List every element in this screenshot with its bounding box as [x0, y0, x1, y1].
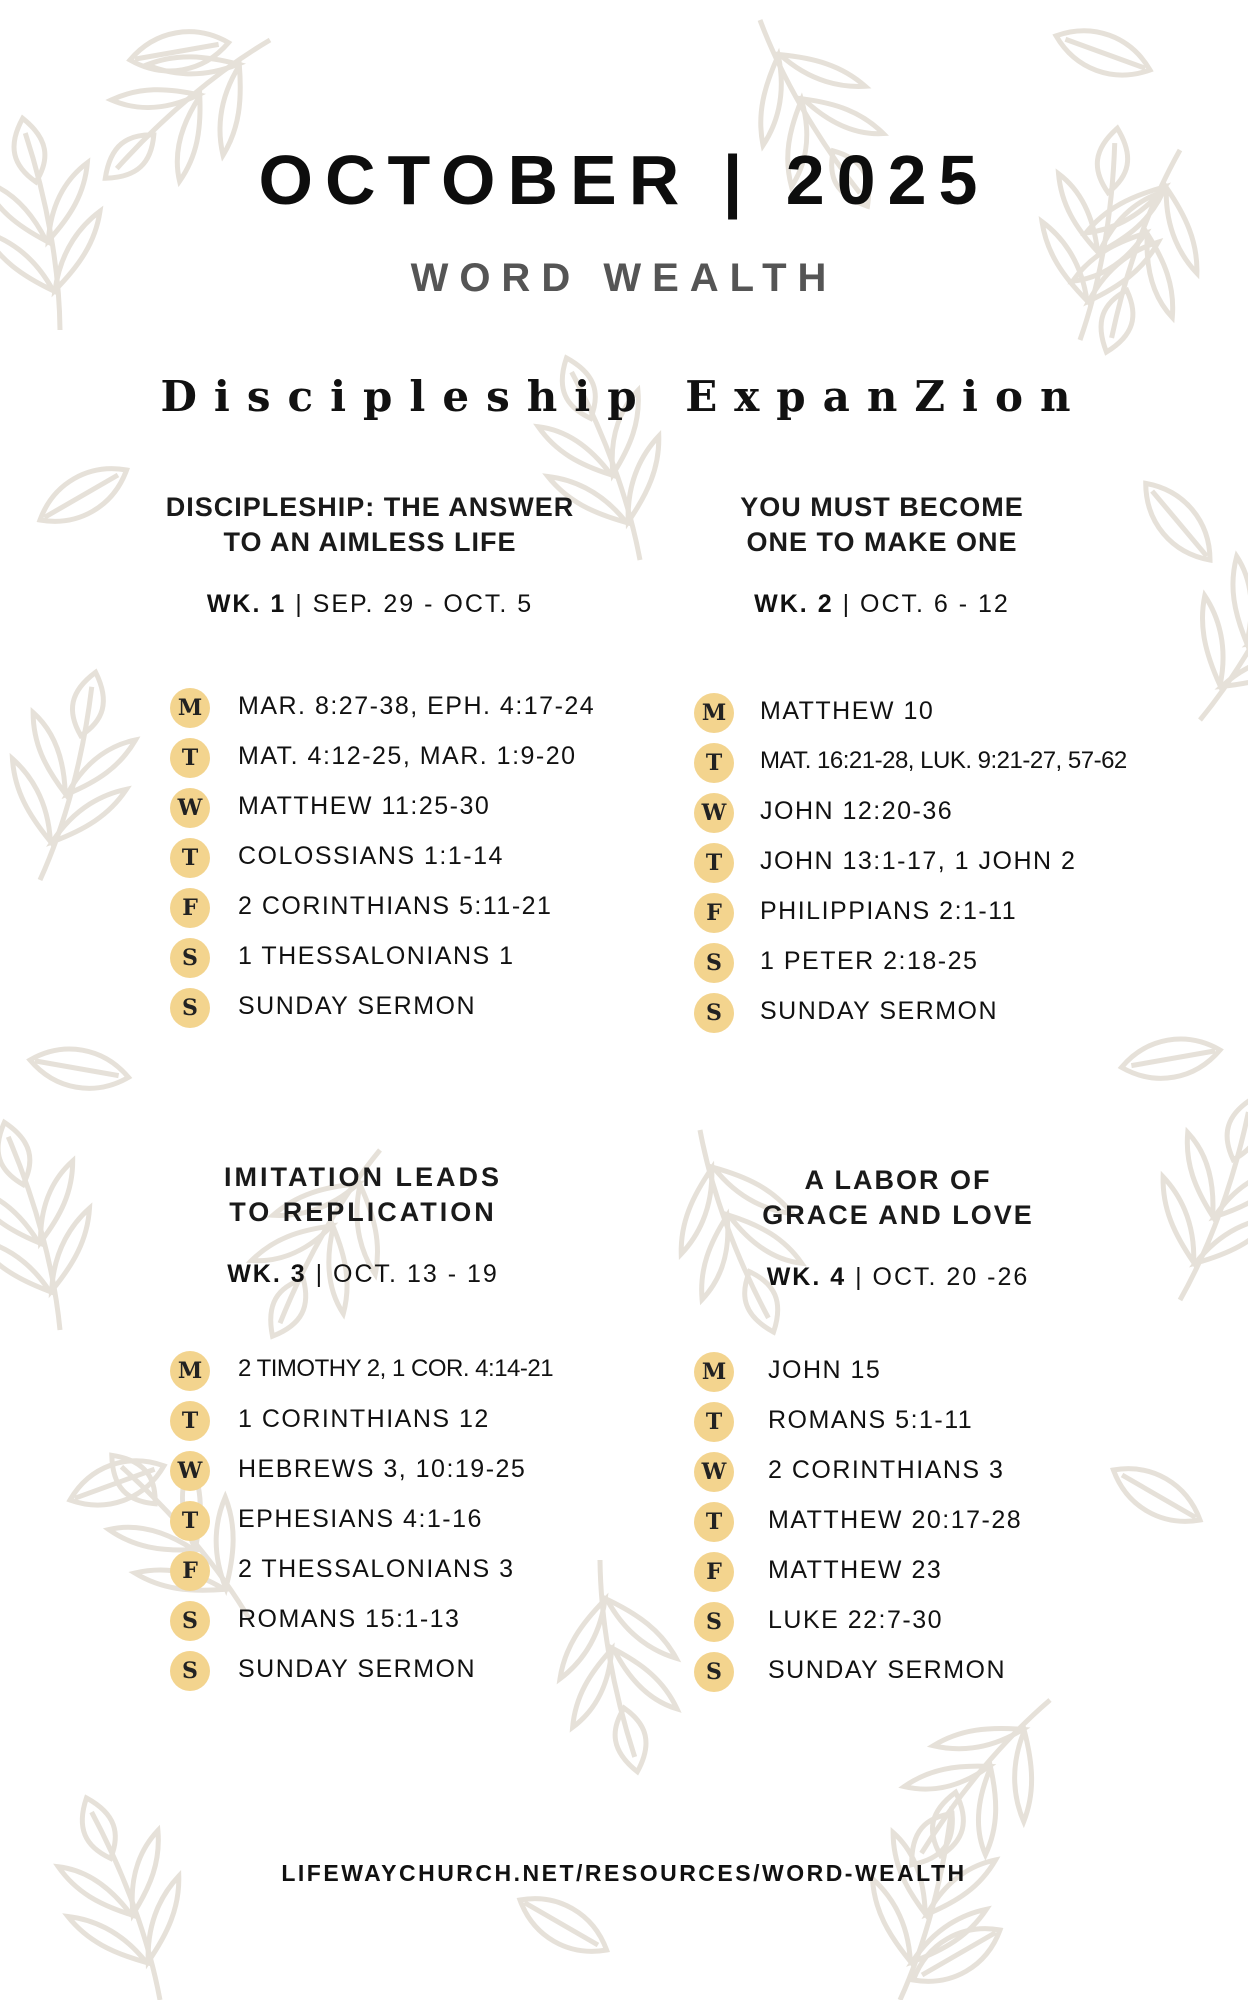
day-badge: F — [694, 1552, 734, 1592]
day-badge: W — [694, 793, 734, 833]
scripture-reference: SUNDAY SERMON — [238, 1655, 477, 1683]
scripture-reference: COLOSSIANS 1:1-14 — [238, 842, 504, 870]
scripture-reference: MATTHEW 23 — [768, 1556, 943, 1584]
reading-row — [170, 938, 690, 978]
day-badge: S — [170, 938, 210, 978]
reading-row — [694, 1452, 1214, 1492]
day-badge: W — [694, 1452, 734, 1492]
day-badge: T — [170, 838, 210, 878]
scripture-reference: MATTHEW 10 — [760, 697, 935, 725]
day-badge: W — [170, 788, 210, 828]
reading-row — [170, 738, 690, 778]
reading-row — [694, 1552, 1214, 1592]
reading-row — [170, 1601, 690, 1641]
reading-row — [170, 1551, 690, 1591]
day-badge: F — [170, 1551, 210, 1591]
week-dates — [632, 590, 1132, 619]
scripture-reference: SUNDAY SERMON — [768, 1656, 1007, 1684]
reading-row — [694, 843, 1214, 883]
week-theme: IMITATION LEADS TO REPLICATION — [224, 1162, 502, 1227]
day-badge: T — [694, 743, 734, 783]
reading-row — [694, 893, 1214, 933]
reading-row — [170, 1501, 690, 1541]
reading-row — [694, 743, 1214, 783]
reading-row — [694, 1402, 1214, 1442]
day-badge: M — [694, 1352, 734, 1392]
reading-row — [170, 1401, 690, 1441]
scripture-reference: SUNDAY SERMON — [760, 997, 999, 1025]
reading-row — [170, 1651, 690, 1691]
scripture-reference: MATTHEW 11:25-30 — [238, 792, 491, 820]
page-title: OCTOBER | 2025 — [258, 141, 990, 219]
scripture-reference: MAT. 4:12-25, MAR. 1:9-20 — [238, 742, 577, 770]
scripture-reference: MAR. 8:27-38, EPH. 4:17-24 — [238, 692, 596, 720]
day-badge: S — [170, 1651, 210, 1691]
scripture-reference: JOHN 15 — [768, 1356, 882, 1384]
scripture-reference: 2 CORINTHIANS 3 — [768, 1456, 1005, 1484]
day-badge: M — [170, 688, 210, 728]
reading-row — [694, 943, 1214, 983]
series-title: Discipleship ExpanZion — [160, 372, 1088, 421]
week-theme: A LABOR OF GRACE AND LOVE — [762, 1165, 1034, 1230]
week-dates — [648, 1263, 1148, 1292]
scripture-reference: LUKE 22:7-30 — [768, 1606, 944, 1634]
day-badge: M — [170, 1351, 210, 1391]
scripture-reference: ROMANS 15:1-13 — [238, 1605, 461, 1633]
week-1-section — [120, 490, 620, 619]
scripture-reference: HEBREWS 3, 10:19-25 — [238, 1455, 527, 1483]
reading-row — [694, 1352, 1214, 1392]
day-badge: S — [694, 1602, 734, 1642]
week-4-section — [648, 1163, 1148, 1292]
week-date-range: | OCT. 20 -26 — [855, 1263, 1030, 1291]
scripture-reference: 2 THESSALONIANS 3 — [238, 1555, 515, 1583]
week-label: WK. 1 — [206, 590, 287, 618]
reading-row — [170, 1451, 690, 1491]
day-badge: W — [170, 1451, 210, 1491]
week-dates — [113, 1260, 613, 1289]
scripture-reference: MAT. 16:21-28, LUK. 9:21-27, 57-62 — [760, 747, 1127, 774]
scripture-reference: 1 CORINTHIANS 12 — [238, 1405, 490, 1433]
reading-row — [170, 688, 690, 728]
scripture-reference: ROMANS 5:1-11 — [768, 1406, 974, 1434]
reading-row — [694, 793, 1214, 833]
reading-row — [170, 1351, 690, 1391]
day-badge: F — [694, 893, 734, 933]
reading-row — [694, 693, 1214, 733]
day-badge: T — [694, 1402, 734, 1442]
day-badge: T — [170, 738, 210, 778]
week-dates — [120, 590, 620, 619]
day-badge: S — [694, 943, 734, 983]
reading-row — [170, 838, 690, 878]
scripture-reference: 1 PETER 2:18-25 — [760, 947, 979, 975]
week-theme: YOU MUST BECOME ONE TO MAKE ONE — [740, 492, 1024, 557]
week-label: WK. 2 — [754, 590, 834, 618]
week-label: WK. 3 — [227, 1260, 307, 1288]
scripture-reference: 1 THESSALONIANS 1 — [238, 942, 515, 970]
scripture-reference: SUNDAY SERMON — [238, 992, 477, 1020]
day-badge: S — [694, 1652, 734, 1692]
scripture-reference: JOHN 13:1-17, 1 JOHN 2 — [760, 847, 1077, 875]
scripture-reference: EPHESIANS 4:1-16 — [238, 1505, 483, 1533]
reading-row — [694, 1652, 1214, 1692]
resource-url-link[interactable]: LIFEWAYCHURCH.NET/RESOURCES/WORD-WEALTH — [281, 1860, 967, 1886]
day-badge: T — [170, 1401, 210, 1441]
week-2-section — [632, 490, 1132, 619]
week-date-range: | SEP. 29 - OCT. 5 — [295, 590, 534, 618]
day-badge: T — [694, 1502, 734, 1542]
reading-row — [170, 888, 690, 928]
reading-row — [170, 788, 690, 828]
scripture-reference: 2 CORINTHIANS 5:11-21 — [238, 892, 553, 920]
week-date-range: | OCT. 13 - 19 — [315, 1260, 499, 1288]
day-badge: M — [694, 693, 734, 733]
reading-row — [694, 993, 1214, 1033]
week-date-range: | OCT. 6 - 12 — [842, 590, 1010, 618]
week-label: WK. 4 — [766, 1263, 847, 1291]
day-badge: S — [694, 993, 734, 1033]
scripture-reference: JOHN 12:20-36 — [760, 797, 954, 825]
day-badge: S — [170, 988, 210, 1028]
day-badge: T — [694, 843, 734, 883]
scripture-reference: MATTHEW 20:17-28 — [768, 1506, 1023, 1534]
reading-row — [170, 988, 690, 1028]
scripture-reference: 2 TIMOTHY 2, 1 COR. 4:14-21 — [238, 1355, 554, 1382]
week-3-section — [113, 1160, 613, 1289]
reading-row — [694, 1602, 1214, 1642]
week-theme: DISCIPLESHIP: THE ANSWER TO AN AIMLESS LIFE — [165, 492, 575, 557]
page-subtitle: WORD WEALTH — [410, 256, 838, 300]
day-badge: F — [170, 888, 210, 928]
scripture-reference: PHILIPPIANS 2:1-11 — [760, 897, 1018, 925]
reading-row — [694, 1502, 1214, 1542]
day-badge: S — [170, 1601, 210, 1641]
day-badge: T — [170, 1501, 210, 1541]
